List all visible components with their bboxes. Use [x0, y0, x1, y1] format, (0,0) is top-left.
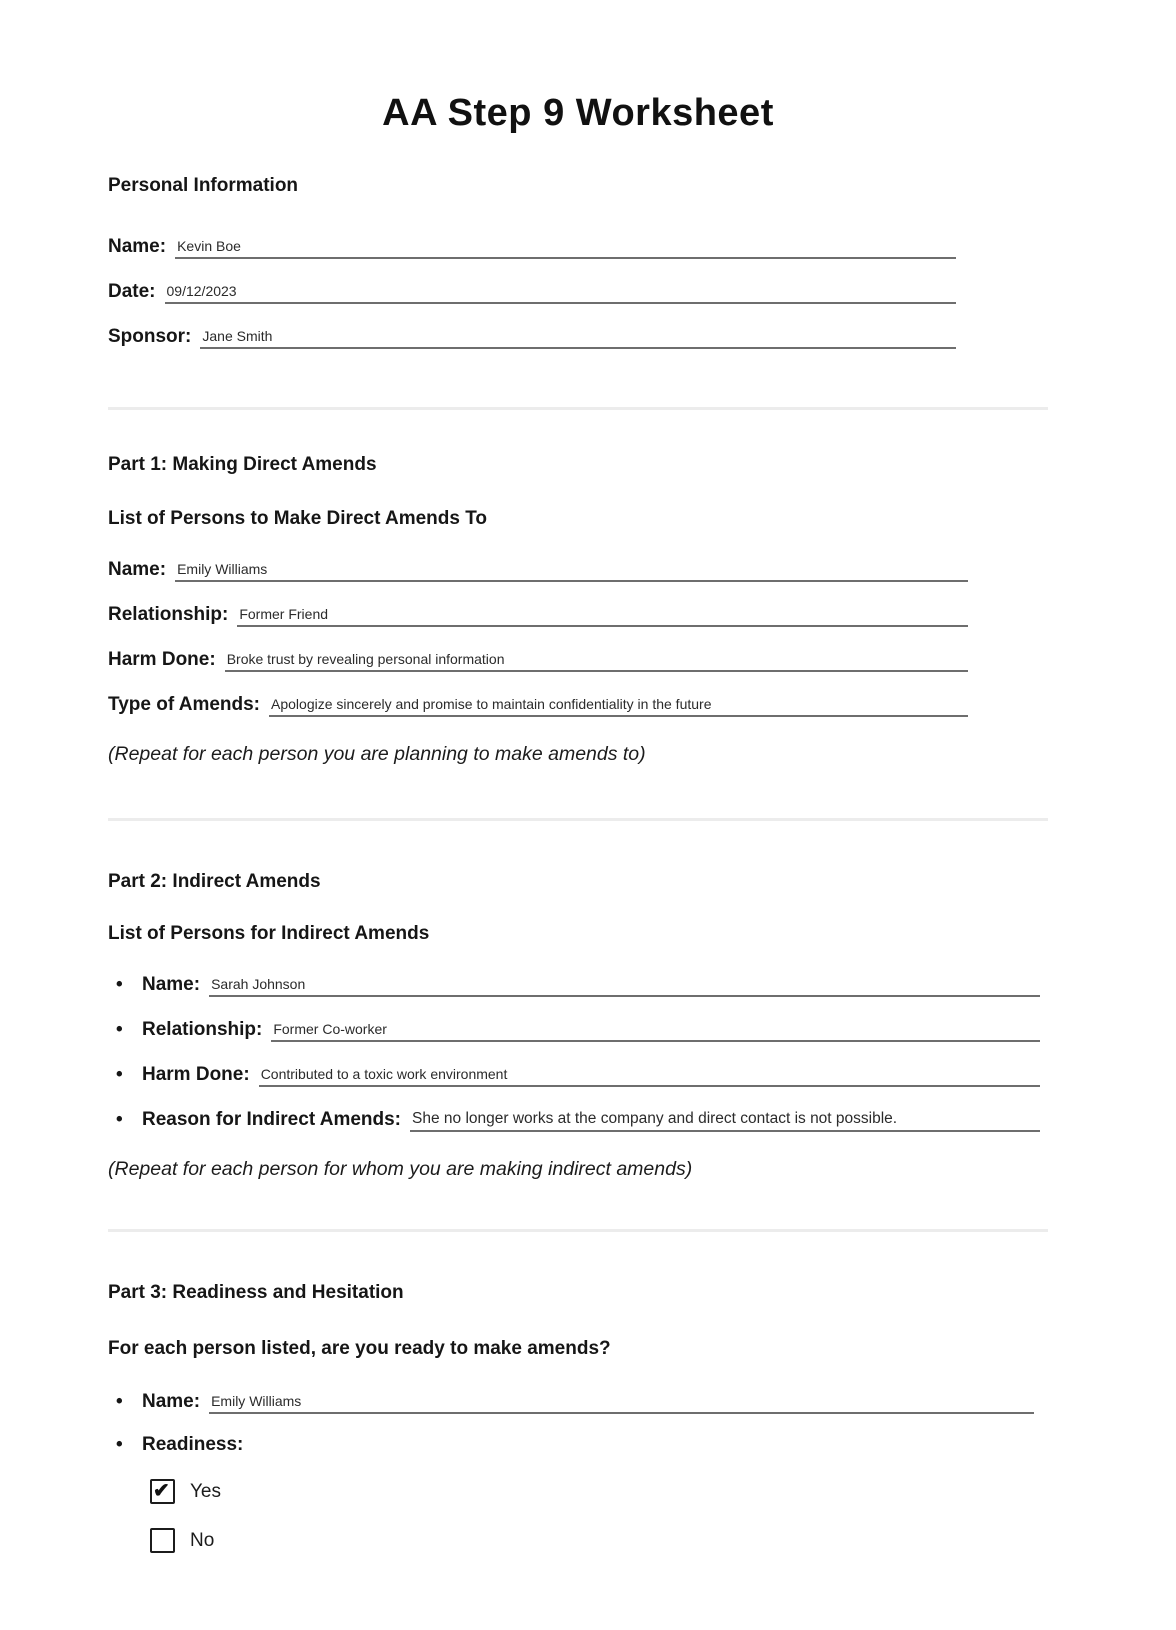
personal-info-heading: Personal Information [108, 175, 299, 196]
page-title: AA Step 9 Worksheet [382, 92, 774, 134]
part2-relationship-value[interactable]: Former Co-worker [273, 1021, 387, 1037]
yes-checkbox[interactable] [150, 1479, 175, 1504]
part2-harm-label: Harm Done: [142, 1064, 250, 1085]
personal-name-label: Name: [108, 236, 167, 257]
personal-date-value[interactable]: 09/12/2023 [166, 283, 237, 299]
part3-readiness-row [108, 1433, 1048, 1457]
part2-reason-value[interactable]: She no longer works at the company and direct contact is not possible. [412, 1109, 898, 1127]
part2-subheading: List of Persons for Indirect Amends [108, 923, 430, 944]
part2-name-line[interactable] [209, 971, 1040, 997]
personal-name-line[interactable] [175, 233, 956, 259]
bullet-icon: • [116, 1391, 123, 1412]
part1-relationship-row [108, 601, 1048, 627]
bullet-icon: • [116, 1434, 123, 1455]
part3-name-value[interactable]: Emily Williams [211, 1393, 302, 1409]
part1-amends-type-label: Type of Amends: [108, 694, 261, 715]
part2-reason-row [108, 1106, 1048, 1132]
personal-sponsor-line[interactable] [200, 323, 956, 349]
part3-name-line[interactable] [209, 1388, 1034, 1414]
part2-harm-line[interactable] [259, 1061, 1040, 1087]
part1-harm-row [108, 646, 1048, 672]
part3-heading: Part 3: Readiness and Hesitation [108, 1282, 404, 1303]
part1-harm-line[interactable] [225, 646, 968, 672]
section-divider [108, 1229, 1048, 1232]
part2-name-value[interactable]: Sarah Johnson [211, 976, 306, 992]
part3-readiness-label: Readiness: [142, 1434, 244, 1455]
part1-amends-type-line[interactable] [269, 691, 968, 717]
personal-info-section [108, 175, 1048, 349]
part1-heading: Part 1: Making Direct Amends [108, 454, 377, 475]
no-checkbox-label: No [190, 1529, 215, 1551]
personal-date-row [108, 278, 1048, 304]
yes-checkbox-label: Yes [190, 1480, 221, 1502]
part1-repeat-note: (Repeat for each person you are planning to make amends to) [108, 743, 646, 765]
part1-relationship-line[interactable] [237, 601, 968, 627]
part2-name-row [108, 971, 1048, 997]
part2-section [108, 871, 1048, 1181]
part1-amends-type-row [108, 691, 1048, 717]
part1-name-line[interactable] [175, 556, 968, 582]
personal-name-row [108, 233, 1048, 259]
part2-relationship-label: Relationship: [142, 1019, 263, 1040]
bullet-icon: • [116, 1019, 123, 1040]
part2-harm-value[interactable]: Contributed to a toxic work environment [260, 1066, 508, 1082]
part2-repeat-note: (Repeat for each person for whom you are making indirect amends) [108, 1158, 693, 1180]
readiness-option-yes [150, 1479, 1048, 1504]
personal-date-line[interactable] [165, 278, 956, 304]
part1-harm-value[interactable]: Broke trust by revealing personal information [226, 651, 505, 667]
personal-sponsor-row [108, 323, 1048, 349]
part1-section [108, 454, 1048, 766]
part1-relationship-label: Relationship: [108, 604, 229, 625]
part2-relationship-line[interactable] [271, 1016, 1040, 1042]
part2-relationship-row [108, 1016, 1048, 1042]
section-divider [108, 818, 1048, 821]
part2-harm-row [108, 1061, 1048, 1087]
part3-question: For each person listed, are you ready to make amends? [108, 1338, 611, 1359]
part1-harm-label: Harm Done: [108, 649, 216, 670]
part2-reason-line[interactable] [410, 1106, 1040, 1132]
bullet-icon: • [116, 974, 123, 995]
part3-name-row [108, 1388, 1048, 1414]
part1-relationship-value[interactable]: Former Friend [239, 606, 329, 622]
no-checkbox[interactable] [150, 1528, 175, 1553]
part3-name-label: Name: [142, 1391, 201, 1412]
personal-name-value[interactable]: Kevin Boe [177, 238, 241, 254]
part1-amends-type-value[interactable]: Apologize sincerely and promise to maintain confidentiality in the future [271, 696, 712, 712]
part2-reason-label: Reason for Indirect Amends: [142, 1109, 402, 1130]
bullet-icon: • [116, 1064, 123, 1085]
bullet-icon: • [116, 1109, 123, 1130]
part1-name-label: Name: [108, 559, 167, 580]
part1-name-row [108, 556, 1048, 582]
part2-heading: Part 2: Indirect Amends [108, 871, 321, 892]
part1-name-value[interactable]: Emily Williams [177, 561, 268, 577]
personal-sponsor-value[interactable]: Jane Smith [202, 328, 273, 344]
personal-sponsor-label: Sponsor: [108, 326, 192, 347]
section-divider [108, 407, 1048, 410]
readiness-option-no [150, 1528, 1048, 1553]
part3-section [108, 1282, 1048, 1553]
part1-subheading: List of Persons to Make Direct Amends To [108, 508, 488, 529]
personal-date-label: Date: [108, 281, 156, 302]
part2-name-label: Name: [142, 974, 201, 995]
